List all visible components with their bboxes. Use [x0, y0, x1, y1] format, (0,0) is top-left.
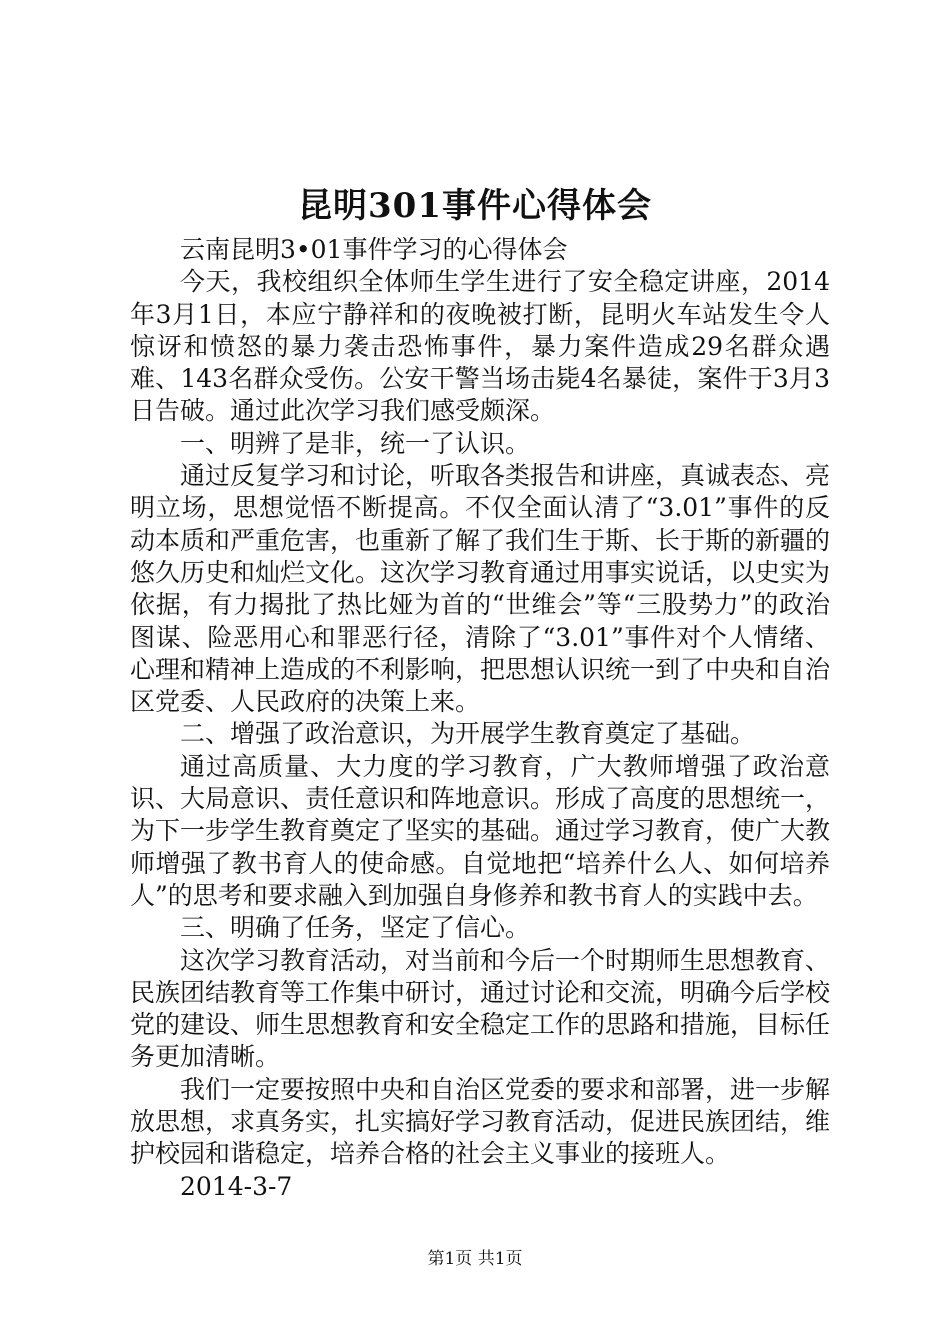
paragraph-conclusion: 我们一定要按照中央和自治区党委的要求和部署，进一步解放思想，求真务实，扎实搞好学习教育活动，促进民族团结，维护校园和谐稳定，培养合格的社会主义事业的接班人。	[130, 1074, 831, 1169]
document-title: 昆明301事件心得体会	[298, 186, 652, 226]
paragraph-subtitle: 云南昆明3•01事件学习的心得体会	[180, 235, 568, 264]
paragraph-intro: 今天，我校组织全体师生学生进行了安全稳定讲座，2014年3月1日，本应宁静祥和的夜晚被打断，昆明火车站发生令人惊讶和愤怒的暴力袭击恐怖事件，暴力案件造成29名群众遇难、143名群众受伤。公安干警当场击毙4名暴徒，案件于3月3日告破。通过此次学习我们感受颇深。	[130, 267, 830, 426]
document-body	[130, 234, 830, 1203]
paragraph-section-1: 通过反复学习和讨论，听取各类报告和讲座，真诚表态、亮明立场，思想觉悟不断提高。不仅全面认清了“3.01”事件的反动本质和严重危害，也重新了解了我们生于斯、长于斯的新疆的悠久历史和灿烂文化。这次学习教育通过用事实说话，以史实为依据，有力揭批了热比娅为首的“世维会”等“三股势力”的政治图谋、险恶用心和罪恶行径，清除了“3.01”事件对个人情绪、心理和精神上造成的不利影响，把思想认识统一到了中央和自治区党委、人民政府的决策上来。	[130, 461, 831, 717]
section-heading-3: 三、明确了任务，坚定了信心。	[180, 913, 531, 943]
section-heading-2: 二、增强了政治意识，为开展学生教育奠定了基础。	[180, 719, 756, 749]
document-date: 2014-3-7	[180, 1171, 293, 1201]
paragraph-section-3: 这次学习教育活动，对当前和今后一个时期师生思想教育、民族团结教育等工作集中研讨，通过讨论和交流，明确今后学校党的建设、师生思想教育和安全稳定工作的思路和措施，目标任务更加清晰。	[130, 945, 831, 1072]
page-footer: 第1页 共1页	[427, 1249, 523, 1269]
section-heading-1: 一、明辨了是非，统一了认识。	[180, 428, 531, 458]
paragraph-section-2: 通过高质量、大力度的学习教育，广大教师增强了政治意识、大局意识、责任意识和阵地意识。形成了高度的思想统一，为下一步学生教育奠定了坚实的基础。通过学习教育，使广大教师增强了教书育人的使命感。自觉地把“培养什么人、如何培养人”的思考和要求融入到加强自身修养和教书育人的实践中去。	[130, 751, 831, 910]
